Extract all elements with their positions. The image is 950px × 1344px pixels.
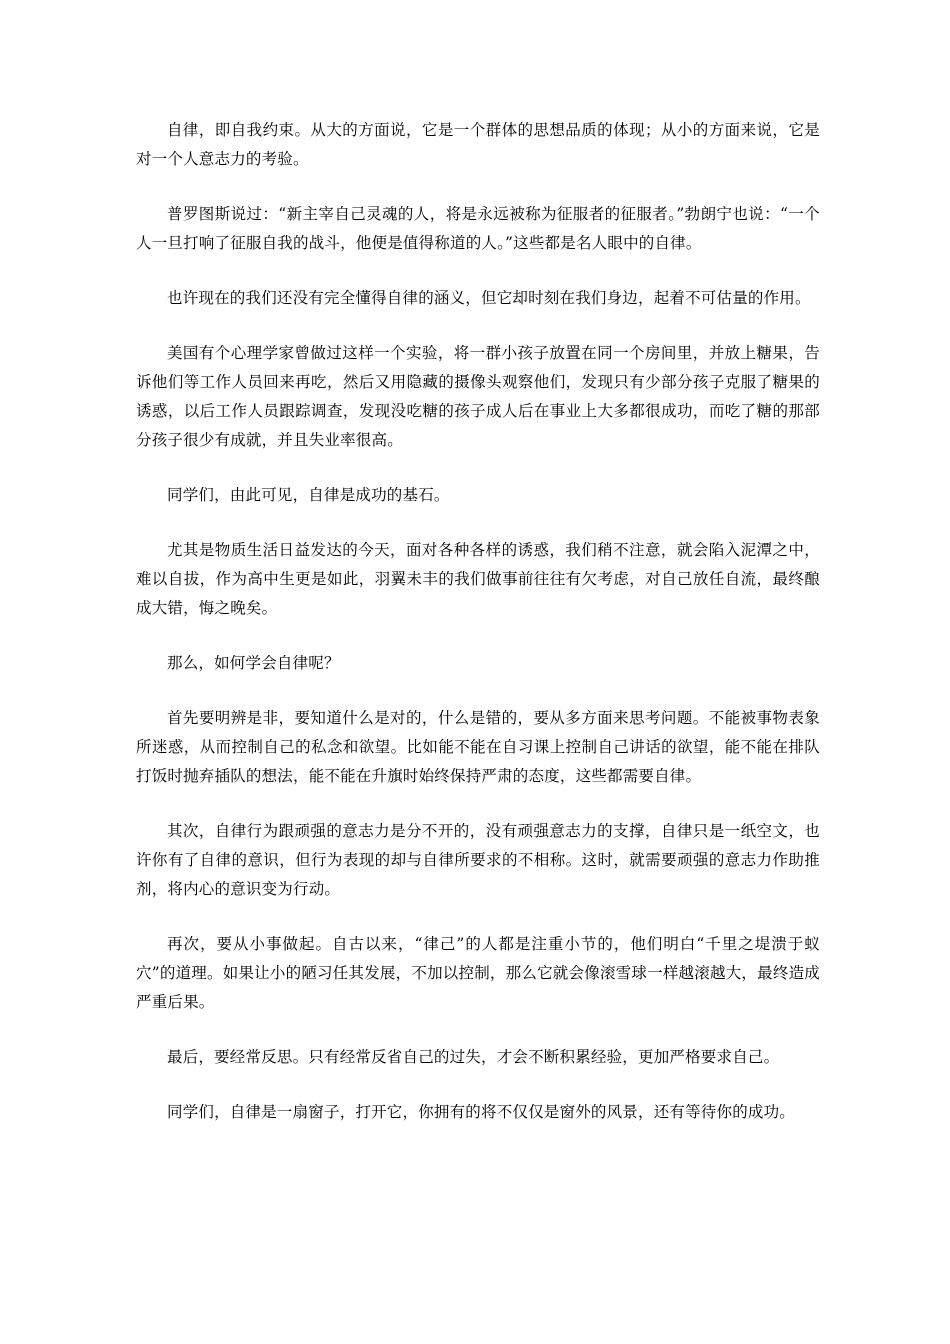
paragraph-4: 美国有个心理学家曾做过这样一个实验，将一群小孩子放置在同一个房间里，并放上糖果，告诉他们等工作人员回来再吃，然后又用隐藏的摄像头观察他们，发现只有少部分孩子克服了糖果的诱惑，以后工作人员跟踪调查，发现没吃糖的孩子成人后在事业上大多都很成功，而吃了糖的那部分孩子很少有成就，并且失业率很高。 <box>136 344 820 449</box>
paragraph-2: 普罗图斯说过：“新主宰自己灵魂的人，将是永远被称为征服者的征服者。”勃朗宁也说：“一个人一旦打响了征服自我的战斗，他便是值得称道的人。”这些都是名人眼中的自律。 <box>136 205 820 252</box>
paragraph-6: 尤其是物质生活日益发达的今天，面对各种各样的诱惑，我们稍不注意，就会陷入泥潭之中，难以自拔，作为高中生更是如此，羽翼未丰的我们做事前往往有欠考虑，对自己放任自流，最终酿成大错，悔之晚矣。 <box>136 541 820 617</box>
paragraph-3: 也许现在的我们还没有完全懂得自律的涵义，但它却时刻在我们身边，起着不可估量的作用。 <box>167 289 811 307</box>
document-body <box>136 116 820 1153</box>
paragraph-5: 同学们，由此可见，自律是成功的基石。 <box>167 486 450 504</box>
paragraph-12: 同学们，自律是一扇窗子，打开它，你拥有的将不仅仅是窗外的风景，还有等待你的成功。 <box>167 1103 796 1121</box>
paragraph-1: 自律，即自我约束。从大的方面说，它是一个群体的思想品质的体现；从小的方面来说，它是对一个人意志力的考验。 <box>136 121 820 168</box>
paragraph-7: 那么，如何学会自律呢？ <box>167 654 340 672</box>
paragraph-9: 其次，自律行为跟顽强的意志力是分不开的，没有顽强意志力的支撑，自律只是一纸空文，也许你有了自律的意识，但行为表现的却与自律所要求的不相称。这时，就需要顽强的意志力作助推剂，将内心的意识变为行动。 <box>136 822 820 898</box>
paragraph-10: 再次，要从小事做起。自古以来，“律己”的人都是注重小节的，他们明白“千里之堤溃于蚁穴”的道理。如果让小的陋习任其发展，不加以控制，那么它就会像滚雪球一样越滚越大，最终造成严重后果。 <box>136 935 820 1011</box>
paragraph-8: 首先要明辨是非，要知道什么是对的，什么是错的，要从多方面来思考问题。不能被事物表象所迷惑，从而控制自己的私念和欲望。比如能不能在自习课上控制自己讲话的欲望，能不能在排队打饭时抛弃插队的想法，能不能在升旗时始终保持严肃的态度，这些都需要自律。 <box>136 709 820 785</box>
paragraph-11: 最后，要经常反思。只有经常反省自己的过失，才会不断积累经验，更加严格要求自己。 <box>167 1048 780 1066</box>
